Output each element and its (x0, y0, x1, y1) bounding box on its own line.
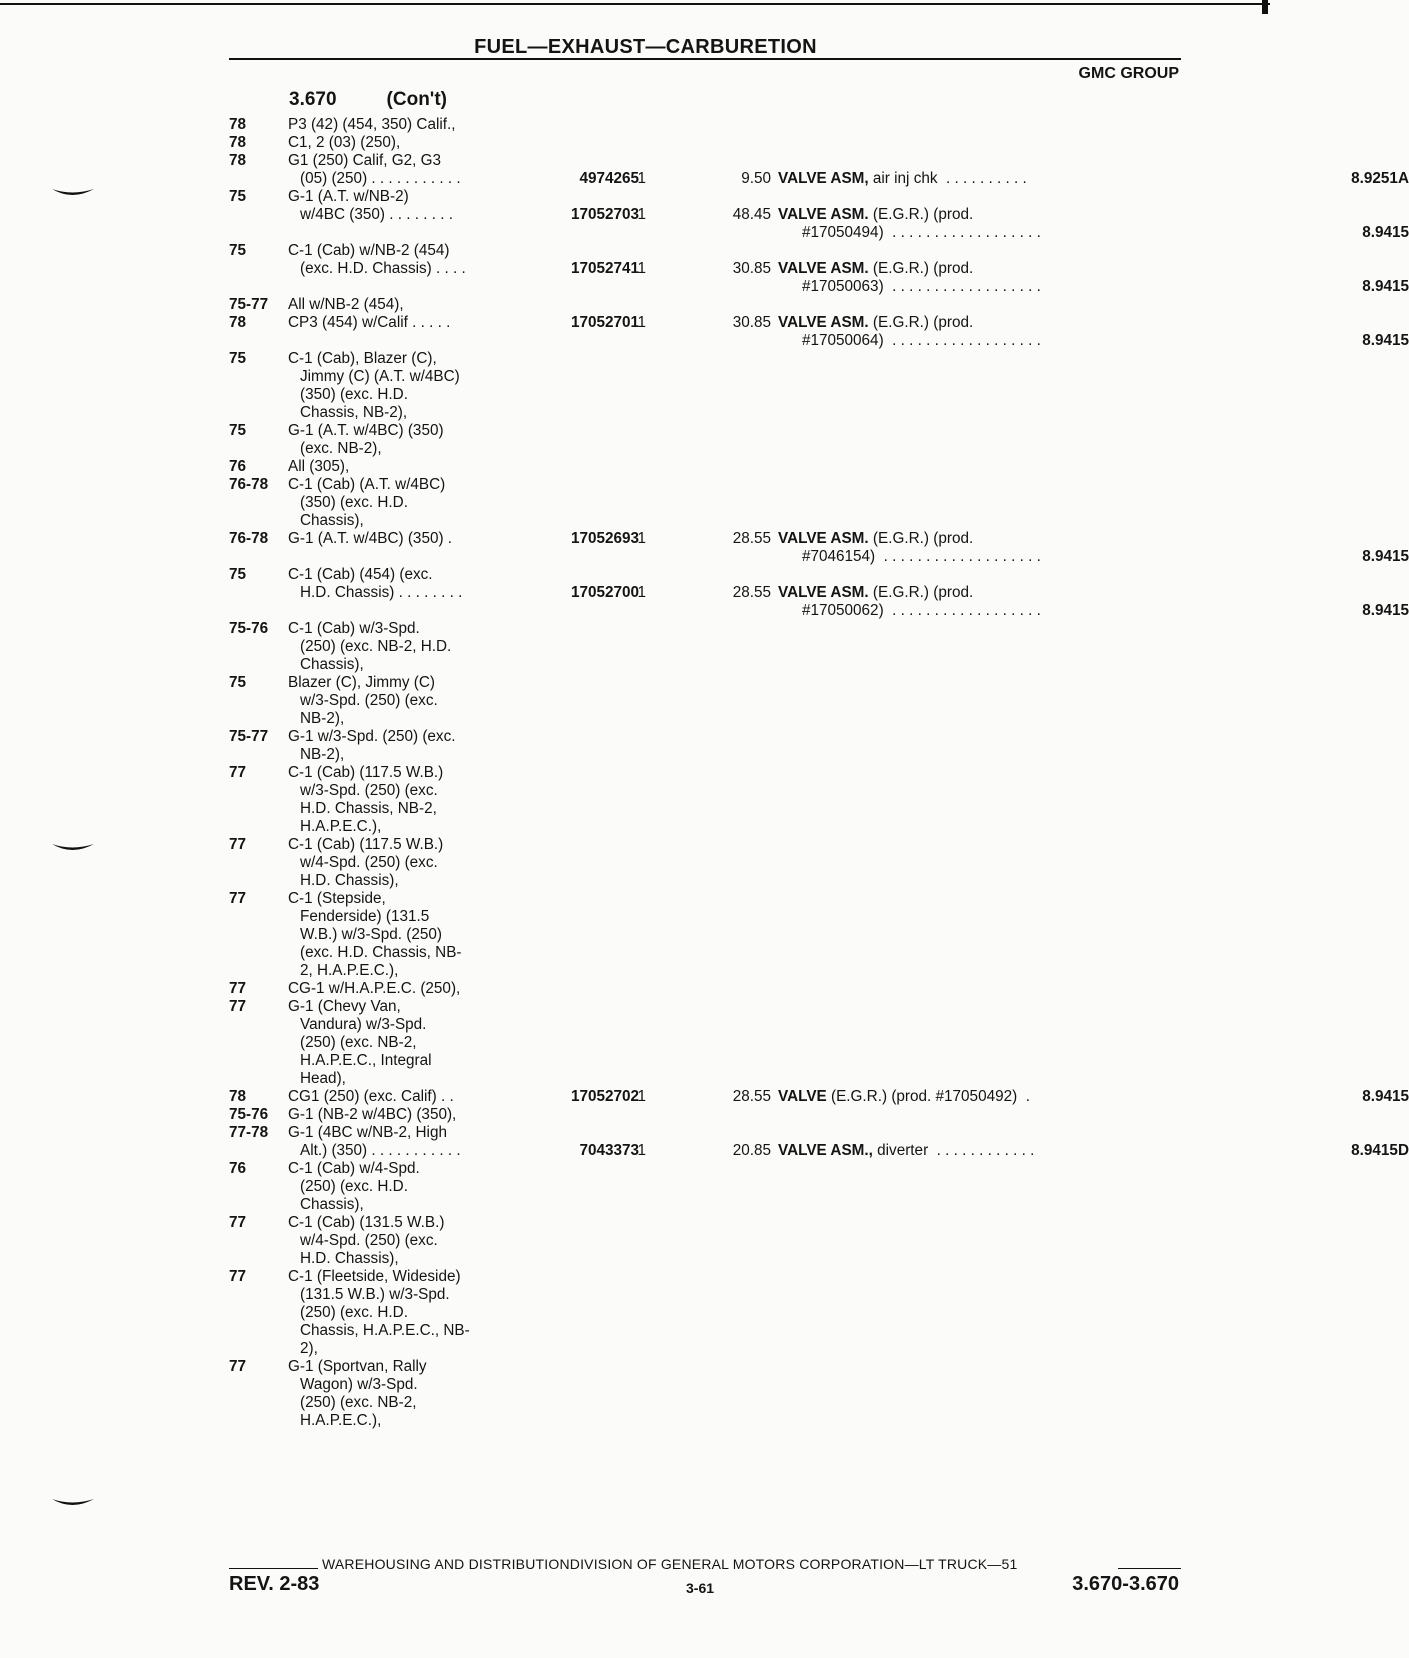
part-description (778, 314, 973, 332)
application-text: G-1 (A.T. w/4BC) (350) . (288, 530, 453, 547)
listing-line (229, 1268, 1189, 1286)
listing-line (229, 1034, 1189, 1052)
footer-rule-left (229, 1568, 318, 1569)
price: 28.55 (732, 1088, 771, 1105)
application-text: Alt.) (350) . . . . . . . . . . . (300, 1142, 461, 1159)
application-text: H.D. Chassis), (300, 1250, 399, 1267)
application-text: 2), (300, 1340, 318, 1357)
listing-line (229, 350, 1189, 368)
part-name: VALVE ASM. (778, 530, 869, 547)
listing-line (229, 710, 1189, 728)
application-text: (250) (exc. NB-2, H.D. (300, 638, 452, 655)
listing-line (229, 1052, 1189, 1070)
application-text: G-1 (4BC w/NB-2, High (288, 1124, 447, 1141)
listing-line (229, 530, 1189, 548)
part-number: 4974265 (579, 170, 639, 187)
part-name: VALVE ASM., (778, 1142, 873, 1159)
listing-line (229, 1376, 1189, 1394)
model-year: 75 (229, 422, 247, 439)
listing-line (229, 782, 1189, 800)
application-text: Blazer (C), Jimmy (C) (288, 674, 436, 691)
quantity: 1 (637, 1088, 646, 1105)
part-detail: (E.G.R.) (prod. (868, 584, 974, 601)
listing-line (229, 1124, 1189, 1142)
listing-line (229, 116, 1189, 134)
application-text: H.A.P.E.C., Integral (300, 1052, 432, 1069)
listing-line (229, 1160, 1189, 1178)
application-text: C-1 (Stepside, (288, 890, 386, 907)
listing-line (229, 674, 1189, 692)
part-number: 17052693 (570, 530, 639, 547)
part-description (802, 278, 1041, 296)
model-year: 78 (229, 314, 247, 331)
application-text: C-1 (Fleetside, Wideside) (288, 1268, 461, 1285)
part-description (778, 170, 1027, 188)
model-year: 75 (229, 674, 247, 691)
part-description (778, 1088, 1030, 1106)
listing-line (229, 1358, 1189, 1376)
application-text: CG-1 w/H.A.P.E.C. (250), (288, 980, 461, 997)
listing-line (229, 170, 1409, 188)
part-description (778, 260, 973, 278)
quantity: 1 (637, 206, 646, 223)
application-text: H.D. Chassis), (300, 872, 399, 889)
application-text: Chassis, H.A.P.E.C., NB- (300, 1322, 470, 1339)
listing-line (229, 512, 1189, 530)
listing-line (229, 1196, 1189, 1214)
listing-line (229, 206, 1189, 224)
listing-line (229, 1250, 1189, 1268)
part-number: 17052700 (570, 584, 639, 601)
quantity: 1 (637, 260, 646, 277)
price: 30.85 (732, 314, 771, 331)
section-range: 3.670-3.670 (1072, 1573, 1179, 1595)
listing-line (229, 224, 1409, 242)
page-number: 3-61 (686, 1580, 715, 1596)
listing-line (229, 1394, 1189, 1412)
listing-line (229, 602, 1409, 620)
listing-line (229, 188, 1189, 206)
application-text: Wagon) w/3-Spd. (300, 1376, 418, 1393)
price: 20.85 (732, 1142, 771, 1159)
part-number: 17052701 (570, 314, 639, 331)
model-year: 78 (229, 134, 247, 151)
model-year: 76-78 (229, 530, 269, 547)
listing-line (229, 458, 1189, 476)
application-text: NB-2), (300, 710, 345, 727)
model-year: 75 (229, 566, 247, 583)
application-text: Head), (300, 1070, 346, 1087)
listing-line (229, 620, 1189, 638)
listing-line (229, 692, 1189, 710)
listing-line (229, 1286, 1189, 1304)
listing-line (229, 1070, 1189, 1088)
application-text: H.D. Chassis) . . . . . . . . (300, 584, 463, 601)
application-text: (exc. H.D. Chassis, NB- (300, 944, 462, 961)
application-text: Vandura) w/3-Spd. (300, 1016, 427, 1033)
application-text: G-1 (Sportvan, Rally (288, 1358, 427, 1375)
listing-line (229, 548, 1409, 566)
application-text: w/4-Spd. (250) (exc. (300, 1232, 438, 1249)
model-year: 77 (229, 1268, 247, 1285)
application-text: Jimmy (C) (A.T. w/4BC) (300, 368, 460, 385)
group-label: GMC GROUP (1078, 65, 1179, 82)
price: 48.45 (732, 206, 771, 223)
application-text: (250) (exc. NB-2, (300, 1034, 417, 1051)
application-text: (exc. NB-2), (300, 440, 382, 457)
listing-line (229, 1016, 1189, 1034)
part-description (802, 548, 1041, 566)
page-title: FUEL—EXHAUST—CARBURETION (474, 36, 817, 58)
listing-line (229, 1232, 1189, 1250)
part-description (802, 602, 1041, 620)
listing-line (229, 836, 1189, 854)
revision-label: REV. 2-83 (229, 1573, 320, 1595)
application-text: (131.5 W.B.) w/3-Spd. (300, 1286, 450, 1303)
listing-line (229, 638, 1189, 656)
part-name: VALVE ASM. (778, 314, 869, 331)
price: 28.55 (732, 530, 771, 547)
application-text: H.D. Chassis, NB-2, (300, 800, 437, 817)
model-year: 75 (229, 188, 247, 205)
group-number: 8.9415 (1362, 602, 1409, 619)
listing-line (229, 260, 1189, 278)
listing-line (229, 1304, 1189, 1322)
part-detail: (E.G.R.) (prod. (868, 314, 974, 331)
part-name: VALVE (778, 1088, 827, 1105)
application-text: C1, 2 (03) (250), (288, 134, 401, 151)
binding-mark-2 (50, 842, 96, 854)
group-number: 8.9415 (1362, 1088, 1409, 1105)
listing-line (229, 584, 1189, 602)
application-text: G-1 (A.T. w/4BC) (350) (288, 422, 444, 439)
top-border-line (0, 3, 1270, 5)
application-text: C-1 (Cab) (117.5 W.B.) (288, 764, 444, 781)
listing-line (229, 1106, 1189, 1124)
application-text: G-1 (A.T. w/NB-2) (288, 188, 409, 205)
part-detail: (E.G.R.) (prod. #17050492) . (826, 1088, 1030, 1105)
section-heading (289, 89, 447, 111)
model-year: 76 (229, 1160, 247, 1177)
application-text: w/4BC (350) . . . . . . . . (300, 206, 454, 223)
listing-line (229, 944, 1189, 962)
model-year: 77-78 (229, 1124, 269, 1141)
model-year: 78 (229, 152, 247, 169)
listing-line (229, 1088, 1409, 1106)
application-text: C-1 (Cab) (A.T. w/4BC) (288, 476, 446, 493)
footer-rule-right (1118, 1568, 1181, 1569)
application-text: (250) (exc. H.D. (300, 1178, 408, 1195)
application-text: (250) (exc. H.D. (300, 1304, 408, 1321)
model-year: 76 (229, 458, 247, 475)
listing-line (229, 656, 1189, 674)
application-text: P3 (42) (454, 350) Calif., (288, 116, 456, 133)
listing-line (229, 278, 1409, 296)
group-number: 8.9415D (1351, 1142, 1409, 1159)
binding-mark-3 (50, 1497, 96, 1509)
application-text: Fenderside) (131.5 (300, 908, 430, 925)
model-year: 77 (229, 764, 247, 781)
model-year: 78 (229, 1088, 247, 1105)
application-text: Chassis), (300, 656, 364, 673)
listing-line (229, 566, 1189, 584)
listing-line (229, 1214, 1189, 1232)
listing-line (229, 368, 1189, 386)
part-detail: #17050063) . . . . . . . . . . . . . . . . . . (802, 278, 1041, 295)
listing-line (229, 980, 1189, 998)
parts-listing (229, 116, 1409, 1430)
application-text: C-1 (Cab) (117.5 W.B.) (288, 836, 444, 853)
application-text: (250) (exc. NB-2, (300, 1394, 417, 1411)
part-name: VALVE ASM. (778, 206, 869, 223)
part-number: 7043373 (579, 1142, 639, 1159)
application-text: G-1 (Chevy Van, (288, 998, 401, 1015)
price: 30.85 (732, 260, 771, 277)
part-name: VALVE ASM. (778, 584, 869, 601)
model-year: 78 (229, 116, 247, 133)
listing-line (229, 476, 1189, 494)
application-text: C-1 (Cab) (131.5 W.B.) (288, 1214, 445, 1231)
application-text: C-1 (Cab), Blazer (C), (288, 350, 437, 367)
model-year: 77 (229, 998, 247, 1015)
price: 9.50 (741, 170, 771, 187)
part-detail: diverter . . . . . . . . . . . . (872, 1142, 1035, 1159)
listing-line (229, 1412, 1189, 1430)
listing-line (229, 1142, 1409, 1160)
application-text: (350) (exc. H.D. (300, 386, 408, 403)
group-number: 8.9251A (1351, 170, 1409, 187)
quantity: 1 (637, 170, 646, 187)
title-rule (229, 58, 1181, 60)
quantity: 1 (637, 314, 646, 331)
part-description (778, 1142, 1034, 1160)
application-text: C-1 (Cab) w/NB-2 (454) (288, 242, 450, 259)
application-text: H.A.P.E.C.), (300, 1412, 382, 1429)
application-text: (350) (exc. H.D. (300, 494, 408, 511)
part-detail: (E.G.R.) (prod. (868, 260, 974, 277)
part-detail: #17050494) . . . . . . . . . . . . . . . . . . (802, 224, 1041, 241)
listing-line (229, 494, 1189, 512)
section-number: 3.670 (289, 89, 337, 110)
application-text: NB-2), (300, 746, 345, 763)
application-text: w/4-Spd. (250) (exc. (300, 854, 438, 871)
part-detail: #17050062) . . . . . . . . . . . . . . . . . . (802, 602, 1041, 619)
listing-line (229, 800, 1189, 818)
application-text: (exc. H.D. Chassis) . . . . (300, 260, 466, 277)
listing-line (229, 1340, 1189, 1358)
listing-line (229, 728, 1189, 746)
part-description (778, 206, 973, 224)
application-text: All w/NB-2 (454), (288, 296, 404, 313)
model-year: 75-77 (229, 728, 269, 745)
part-description (778, 530, 973, 548)
model-year: 77 (229, 890, 247, 907)
group-number: 8.9415 (1362, 548, 1409, 565)
listing-line (229, 404, 1189, 422)
application-text: CP3 (454) w/Calif . . . . . (288, 314, 451, 331)
binding-mark-1 (50, 187, 96, 199)
application-text: C-1 (Cab) (454) (exc. (288, 566, 433, 583)
part-number: 17052741 (570, 260, 639, 277)
part-detail: #7046154) . . . . . . . . . . . . . . . . . . . (802, 548, 1041, 565)
model-year: 77 (229, 1214, 247, 1231)
part-detail: (E.G.R.) (prod. (868, 530, 974, 547)
model-year: 75 (229, 242, 247, 259)
listing-line (229, 818, 1189, 836)
listing-line (229, 1178, 1189, 1196)
listing-line (229, 242, 1189, 260)
listing-line (229, 854, 1189, 872)
footer-text: WAREHOUSING AND DISTRIBUTIONDIVISION OF GENERAL MOTORS CORPORATION—LT TRUCK—51 (322, 1556, 1018, 1572)
application-text: G1 (250) Calif, G2, G3 (288, 152, 442, 169)
part-description (802, 224, 1041, 242)
part-description (778, 584, 973, 602)
listing-line (229, 296, 1189, 314)
listing-line (229, 332, 1409, 350)
listing-line (229, 764, 1189, 782)
listing-line (229, 152, 1189, 170)
listing-line (229, 746, 1189, 764)
application-text: 2, H.A.P.E.C.), (300, 962, 399, 979)
price: 28.55 (732, 584, 771, 601)
listing-line (229, 1322, 1189, 1340)
application-text: All (305), (288, 458, 350, 475)
part-detail: (E.G.R.) (prod. (868, 206, 974, 223)
model-year: 77 (229, 1358, 247, 1375)
group-number: 8.9415 (1362, 224, 1409, 241)
model-year: 75-76 (229, 1106, 269, 1123)
part-name: VALVE ASM. (778, 260, 869, 277)
listing-line (229, 386, 1189, 404)
application-text: Chassis), (300, 1196, 364, 1213)
application-text: w/3-Spd. (250) (exc. (300, 782, 438, 799)
listing-line (229, 962, 1189, 980)
model-year: 75 (229, 350, 247, 367)
application-text: CG1 (250) (exc. Calif) . . (288, 1088, 454, 1105)
application-text: W.B.) w/3-Spd. (250) (300, 926, 442, 943)
listing-line (229, 440, 1189, 458)
application-text: C-1 (Cab) w/4-Spd. (288, 1160, 420, 1177)
listing-line (229, 998, 1189, 1016)
application-text: Chassis, NB-2), (300, 404, 408, 421)
model-year: 75-76 (229, 620, 269, 637)
listing-line (229, 890, 1189, 908)
group-number: 8.9415 (1362, 332, 1409, 349)
part-description (802, 332, 1041, 350)
section-continued: (Con't) (386, 89, 447, 110)
model-year: 77 (229, 980, 247, 997)
quantity: 1 (637, 530, 646, 547)
application-text: H.A.P.E.C.), (300, 818, 382, 835)
listing-line (229, 422, 1189, 440)
part-detail: air inj chk . . . . . . . . . . (868, 170, 1027, 187)
application-text: G-1 (NB-2 w/4BC) (350), (288, 1106, 457, 1123)
listing-line (229, 872, 1189, 890)
application-text: (05) (250) . . . . . . . . . . . (300, 170, 461, 187)
quantity: 1 (637, 1142, 646, 1159)
listing-line (229, 926, 1189, 944)
part-number: 17052703 (570, 206, 639, 223)
listing-line (229, 908, 1189, 926)
application-text: w/3-Spd. (250) (exc. (300, 692, 438, 709)
model-year: 76-78 (229, 476, 269, 493)
application-text: Chassis), (300, 512, 364, 529)
part-name: VALVE ASM, (778, 170, 869, 187)
listing-line (229, 134, 1189, 152)
application-text: C-1 (Cab) w/3-Spd. (288, 620, 420, 637)
listing-line (229, 314, 1189, 332)
part-detail: #17050064) . . . . . . . . . . . . . . . . . . (802, 332, 1041, 349)
part-number: 17052702 (570, 1088, 639, 1105)
group-number: 8.9415 (1362, 278, 1409, 295)
right-edge-mark (1262, 0, 1268, 14)
quantity: 1 (637, 584, 646, 601)
model-year: 75-77 (229, 296, 269, 313)
application-text: G-1 w/3-Spd. (250) (exc. (288, 728, 456, 745)
model-year: 77 (229, 836, 247, 853)
